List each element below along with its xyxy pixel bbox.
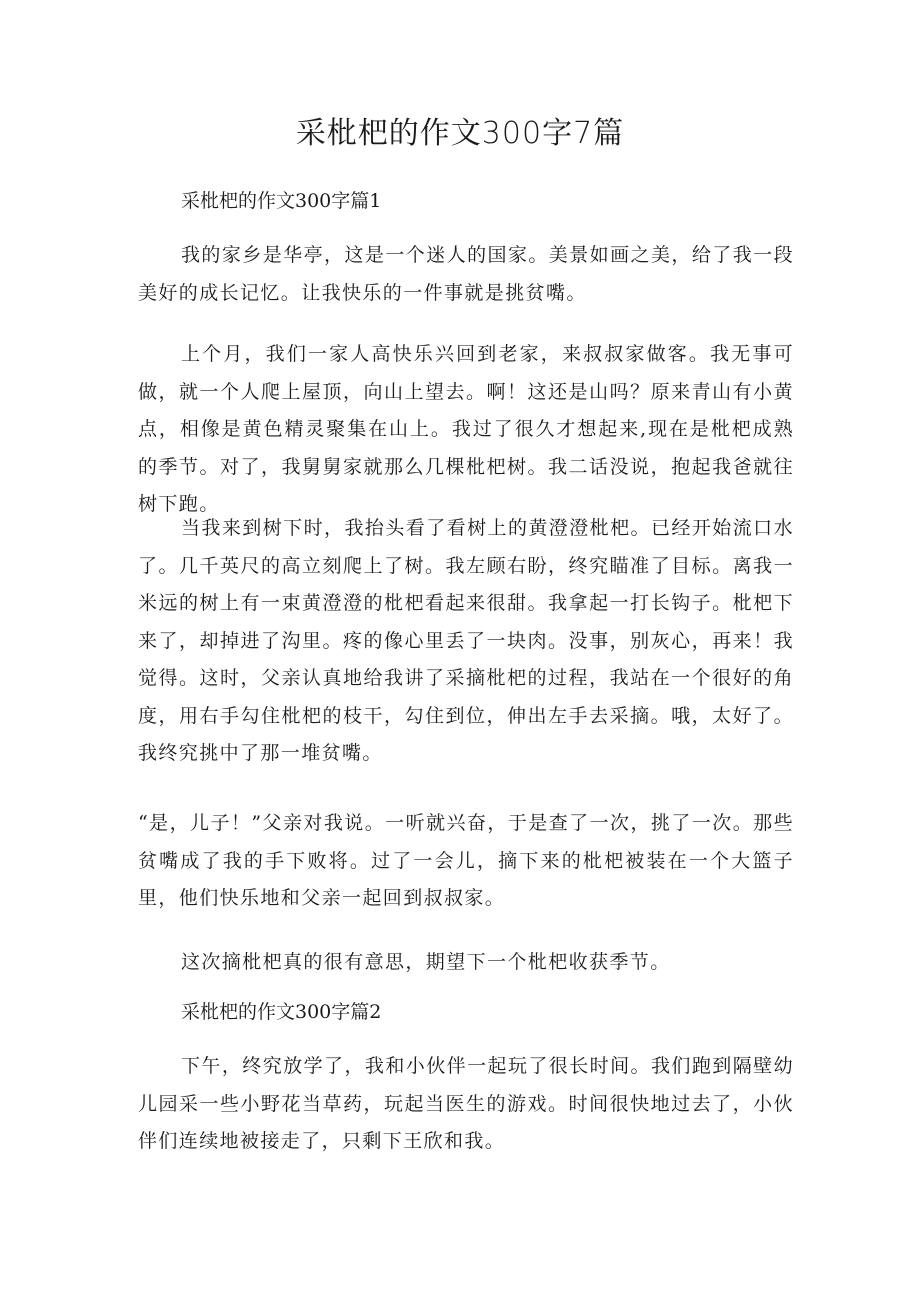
section-heading-2: 采枇杷的作文300字篇2	[181, 1001, 382, 1023]
document-title: 采枇杷的作文300字7篇	[295, 116, 625, 151]
paragraph-1: 我的家乡是华亭，这是一个迷人的国家。美景如画之美，给了我一段美好的成长记忆。让我快乐的一件事就是挑贫嘴。	[138, 244, 794, 304]
paragraph-4: “是，儿子！”父亲对我说。一听就兴奋，于是查了一次，挑了一次。那些贫嘴成了我的手下败将。过了一会儿，摘下来的枇杷被装在一个大篮子里，他们快乐地和父亲一起回到叔叔家。	[138, 812, 794, 909]
paragraph-5: 这次摘枇杷真的很有意思，期望下一个枇杷收获季节。	[181, 951, 671, 973]
paragraph-2: 上个月，我们一家人高快乐兴回到老家，来叔叔家做客。我无事可做，就一个人爬上屋顶，向山上望去。啊！这还是山吗？原来青山有小黄点，相像是黄色精灵聚集在山上。我过了很久才想起来,现在是枇杷成熟的季节。对了，我舅舅家就那么几棵枇杷树。我二话没说，抱起我爸就往树下跑。	[138, 343, 794, 515]
section-heading-1: 采枇杷的作文300字篇1	[181, 190, 382, 212]
paragraph-6: 下午，终究放学了，我和小伙伴一起玩了很长时间。我们跑到隔壁幼儿园采一些小野花当草药，玩起当医生的游戏。时间很快地过去了，小伙伴们连续地被接走了，只剩下王欣和我。	[138, 1055, 794, 1152]
paragraph-3: 当我来到树下时，我抬头看了看树上的黄澄澄枇杷。已经开始流口水了。几千英尺的高立刻爬上了树。我左顾右盼，终究瞄准了目标。离我一米远的树上有一束黄澄澄的枇杷看起来很甜。我拿起一打长钩子。枇杷下来了，却掉进了沟里。疼的像心里丢了一块肉。没事，别灰心，再来！我觉得。这时，父亲认真地给我讲了采摘枇杷的过程，我站在一个很好的角度，用右手勾住枇杷的枝干，勾住到位，伸出左手去采摘。哦，太好了。我终究挑中了那一堆贫嘴。	[138, 517, 794, 764]
